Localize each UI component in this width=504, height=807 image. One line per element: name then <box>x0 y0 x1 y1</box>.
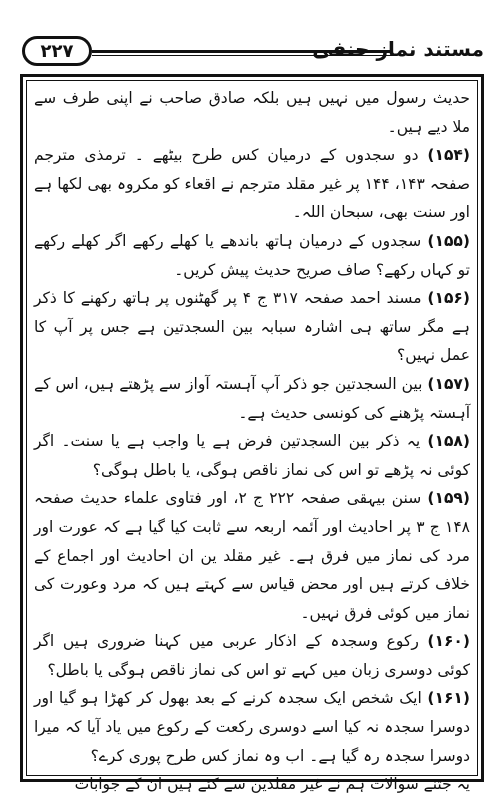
question-161 <box>34 684 470 770</box>
question-text: بین السجدتین جو ذکر آپ آہستہ آواز سے پڑھتے ہیں، اس کے آہستہ پڑھنے کی کونسی حدیث ہے۔ <box>34 374 470 422</box>
question-number: (۱۵۸) <box>427 432 470 451</box>
question-156 <box>34 284 470 370</box>
page-number: ۲۲۷ <box>22 36 92 66</box>
question-number: (۱۵۶) <box>427 289 470 308</box>
question-number: (۱۵۷) <box>427 374 470 393</box>
question-157 <box>34 370 470 427</box>
question-number: (۱۶۰) <box>427 632 470 651</box>
question-text: یہ ذکر بین السجدتین فرض ہے یا واجب ہے یا سنت۔ اگر کوئی نہ پڑھے تو اس کی نماز ناقص ہوگی، یا باطل ہوگی؟ <box>34 432 470 479</box>
question-158 <box>34 427 470 484</box>
book-title: مستند نماز حنفی <box>312 37 484 61</box>
question-text: رکوع وسجدہ کے اذکار عربی میں کہنا ضروری ہیں اگر کوئی دوسری زبان میں کہے تو اس کی نماز ناقص ہوگی یا باطل؟ <box>34 632 470 679</box>
question-number: (۱۵۹) <box>427 489 470 508</box>
question-text: سجدوں کے درمیان ہاتھ باندھے یا کھلے رکھے اگر کھلے رکھے تو کہاں رکھے؟ صاف صریح حدیث پیش کریں۔ <box>34 231 470 279</box>
question-159 <box>34 484 470 627</box>
question-number: (۱۶۱) <box>427 689 470 708</box>
question-154 <box>34 141 470 227</box>
paragraph-closing: یہ جتنے سوالات ہم نے غیر مقلدین سے کئے ہیں ان کے جوابات <box>74 775 470 794</box>
question-160 <box>34 627 470 684</box>
page-body <box>34 84 471 794</box>
paragraph-intro: حدیث رسول میں نہیں ہیں بلکہ صادق صاحب نے اپنی طرف سے ملا دیے ہیں۔ <box>34 89 470 136</box>
question-text: دو سجدوں کے درمیان کس طرح بیٹھے ۔ ترمذی مترجم صفحہ ۱۴۳، ۱۴۴ پر غیر مقلد مترجم نے اقعاء کو مکروہ بھی لکھا ہے اور سنت بھی، سبحان اللہ۔ <box>34 146 470 222</box>
question-text: سنن بیہقی صفحہ ۲۲۲ ج ۲، اور فتاوی علماء حدیث صفحہ ۱۴۸ ج ۳ پر احادیث اور آئمہ اربعہ سے ثابت کیا گیا ہے کہ عورت اور مرد کی نماز میں فرق ہے۔ غیر مقلد ین ان احادیث اور اجماع کے خلاف کرتے ہیں اور محض قیاس سے کہتے ہیں کہ مرد وعورت کی نماز میں کوئی فرق نہیں۔ <box>34 489 471 622</box>
question-text: مسند احمد صفحہ ۳۱۷ ج ۴ پر گھٹنوں پر ہاتھ رکھنے کا ذکر ہے مگر ساتھ ہی اشارہ سبابہ بین السجدتین ہے جس پر آپ کا عمل نہیں؟ <box>34 289 470 365</box>
question-number: (۱۵۴) <box>427 146 470 165</box>
question-number: (۱۵۵) <box>427 231 470 250</box>
question-155 <box>34 227 470 284</box>
question-text: ایک شخص ایک سجدہ کرنے کے بعد بھول کر کھڑا ہو گیا اور دوسرا سجدہ نہ کیا اسے دوسری رکعت کے رکوع میں یاد آیا کہ میرا دوسرا سجدہ رہ گیا ہے۔ اب وہ نماز کس طرح پوری کرے؟ <box>34 689 470 765</box>
